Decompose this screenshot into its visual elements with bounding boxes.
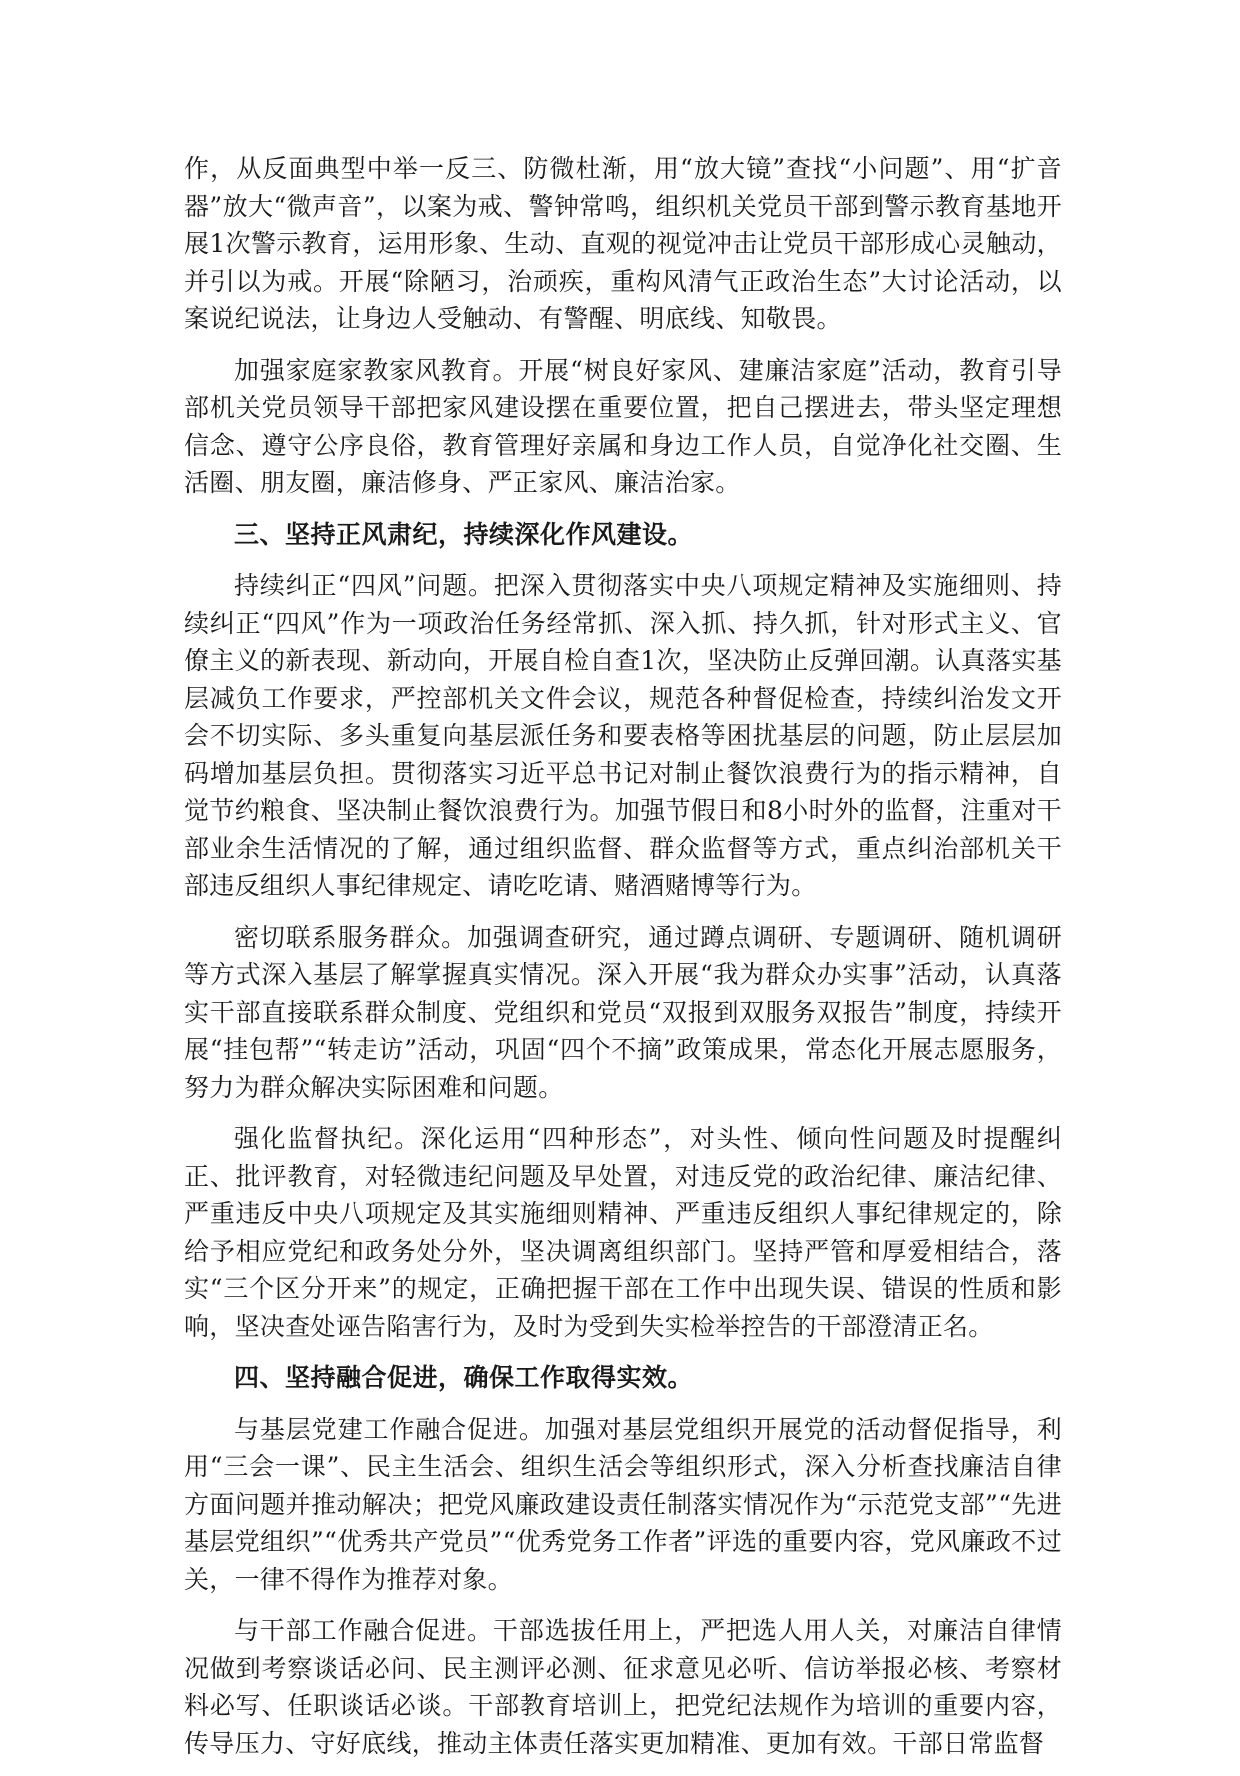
section-heading-four: 四、坚持融合促进，确保工作取得实效。 [234,1363,694,1392]
paragraph-supervision-discipline: 强化监督执纪。深化运用“四种形态”，对头性、倾向性问题及时提醒纠正、批评教育，对轻微违纪问题及早处置，对违反党的政治纪律、廉洁纪律、严重违反中央八项规定及其实施细则精神、严重违反组织人事纪律规定的，除给予相应党纪和政务处分外，坚决调离组织部门。坚持严管和厚爱相结合，落实“三个区分开来”的规定，正确把握干部在工作中出现失误、错误的性质和影响，坚决查处诬告陷害行为，及时为受到失实检举控告的干部澄清正名。 [184,1124,1062,1341]
paragraph-family-tradition-education: 加强家庭家教家风教育。开展“树良好家风、建廉洁家庭”活动，教育引导部机关党员领导干部把家风建设摆在重要位置，把自己摆进去，带头坚定理想信念、遵守公序良俗，教育管理好亲属和身边工作人员，自觉净化社交圈、生活圈、朋友圈，廉洁修身、严正家风、廉洁治家。 [184,355,1062,497]
paragraph-grassroots-party-building: 与基层党建工作融合促进。加强对基层党组织开展党的活动督促指导，利用“三会一课”、民主生活会、组织生活会等组织形式，深入分析查找廉洁自律方面问题并推动解决；把党风廉政建设责任制落实情况作为“示范党支部”“先进基层党组织”“优秀共产党员”“优秀党务工作者”评选的重要内容，党风廉政不过关，一律不得作为推荐对象。 [184,1414,1062,1594]
paragraph-warning-education-continued: 作，从反面典型中举一反三、防微杜渐，用“放大镜”查找“小问题”、用“扩音器”放大“微声音”，以案为戒、警钟常鸣，组织机关党员干部到警示教育基地开展1次警示教育，运用形象、生动、直观的视觉冲击让党员干部形成心灵触动，并引以为戒。开展“除陋习，治顽疾，重构风清气正政治生态”大讨论活动，以案说纪说法，让身边人受触动、有警醒、明底线、知敬畏。 [184,154,1062,333]
document-page [184,150,1062,1776]
section-heading-three: 三、坚持正风肃纪，持续深化作风建设。 [234,519,694,549]
paragraph-correct-four-winds: 持续纠正“四风”问题。把深入贯彻落实中央八项规定精神及实施细则、持续纠正“四风”作为一项政治任务经常抓、深入抓、持久抓，针对形式主义、官僚主义的新表现、新动向，开展自检自查1次，坚决防止反弹回潮。认真落实基层减负工作要求，严控部机关文件会议，规范各种督促检查，持续纠治发文开会不切实际、多头重复向基层派任务和要表格等困扰基层的问题，防止层层加码增加基层负担。贯彻落实习近平总书记对制止餐饮浪费行为的指示精神，自觉节约粮食、坚决制止餐饮浪费行为。加强节假日和8小时外的监督，注重对干部业余生活情况的了解，通过组织监督、群众监督等方式，重点纠治部机关干部违反组织人事纪律规定、请吃吃请、赌酒赌博等行为。 [184,571,1062,900]
paragraph-serve-the-masses: 密切联系服务群众。加强调查研究，通过蹲点调研、专题调研、随机调研等方式深入基层了解掌握真实情况。深入开展“我为群众办实事”活动，认真落实干部直接联系群众制度、党组织和党员“双报到双服务双报告”制度，持续开展“挂包帮”“转走访”活动，巩固“四个不摘”政策成果，常态化开展志愿服务，努力为群众解决实际困难和问题。 [184,922,1062,1102]
paragraph-cadre-work-integration: 与干部工作融合促进。干部选拔任用上，严把选人用人关，对廉洁自律情况做到考察谈话必问、民主测评必测、征求意见必听、信访举报必核、考察材料必写、任职谈话必谈。干部教育培训上，把党纪法规作为培训的重要内容，传导压力、守好底线，推动主体责任落实更加精准、更加有效。干部日常监督 [184,1616,1062,1758]
